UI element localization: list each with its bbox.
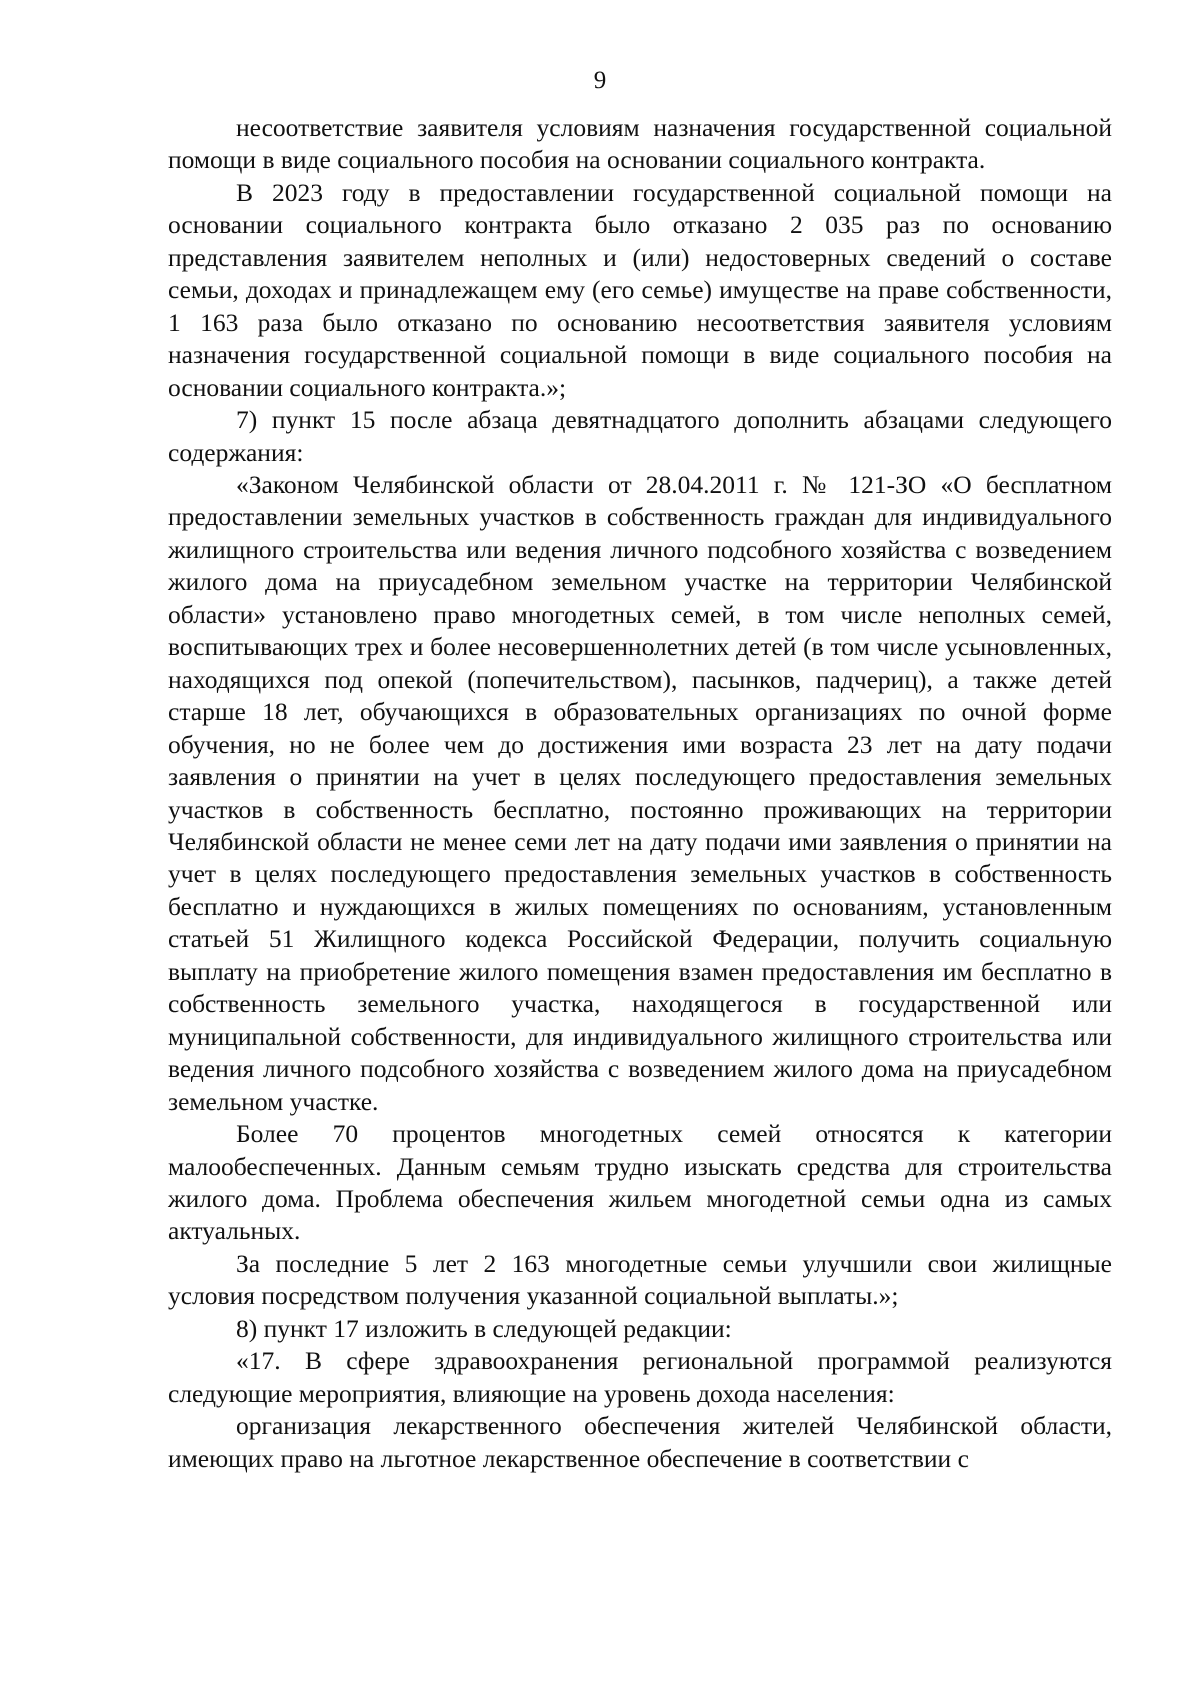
paragraph-7: 8) пункт 17 изложить в следующей редакции:: [236, 1313, 732, 1343]
paragraph-9: организация лекарственного обеспечения жителей Челябинской области, имеющих право на льготное лекарственное обеспечение в соответствии с: [168, 1411, 1112, 1473]
paragraph-8: «17. В сфере здравоохранения региональной программой реализуются следующие мероприятия, влияющие на уровень дохода населения:: [168, 1346, 1112, 1408]
paragraph-6: За последние 5 лет 2 163 многодетные семьи улучшили свои жилищные условия посредством получения указанной социальной выплаты.»;: [168, 1248, 1112, 1311]
paragraph-2: В 2023 году в предоставлении государственной социальной помощи на основании социального контракта было отказано 2 035 раз по основанию представления заявителем неполных и (или) недостоверных сведений о составе семьи, доходах и принадлежащем ему (его семье) имуществе на праве собственности, 1 163 раза было отказано по основанию несоответствия заявителя условиям назначения государственной социальной помощи в виде социального пособия на основании социального контракта.»;: [168, 177, 1112, 402]
paragraph-3: 7) пункт 15 после абзаца девятнадцатого дополнить абзацами следующего содержания:: [168, 405, 1112, 467]
paragraph-1: несоответствие заявителя условиям назначения государственной социальной помощи в виде социального пособия на основании социального контракта.: [168, 113, 1112, 175]
paragraph-5: Более 70 процентов многодетных семей относятся к категории малообеспеченных. Данным семьям трудно изыскать средства для строительства жилого дома. Проблема обеспечения жильем многодетной семьи одна из самых актуальных.: [168, 1119, 1112, 1246]
page-number: 9: [593, 67, 607, 94]
paragraph-4: «Законом Челябинской области от 28.04.2011 г. № 121-ЗО «О бесплатном предоставлении земельных участков в собственность граждан для индивидуального жилищного строительства или ведения личного подсобного хозяйства с возведением жилого дома на приусадебном земельном участке на территории Челябинской области» установлено право многодетных семей, в том числе неполных семей, воспитывающих трех и более несовершеннолетних детей (в том числе усыновленных, находящихся под опекой (попечительством), пасынков, падчериц), а также детей старше 18 лет, обучающихся в образовательных организациях по очной форме обучения, но не более чем до достижения ими возраста 23 лет на дату подачи заявления о принятии на учет в целях последующего предоставления земельных участков в собственность бесплатно, постоянно проживающих на территории Челябинской области не менее семи лет на дату подачи ими заявления о принятии на учет в целях последующего предоставления земельных участков в собственность бесплатно и нуждающихся в жилых помещениях по основаниям, установленным статьей 51 Жилищного кодекса Российской Федерации, получить социальную выплату на приобретение жилого помещения взамен предоставления им бесплатно в собственность земельного участка, находящегося в государственной или муниципальной собственности, для индивидуального жилищного строительства или ведения личного подсобного хозяйства с возведением жилого дома на приусадебном земельном участке.: [168, 469, 1112, 1116]
document-body: [168, 112, 1112, 1475]
